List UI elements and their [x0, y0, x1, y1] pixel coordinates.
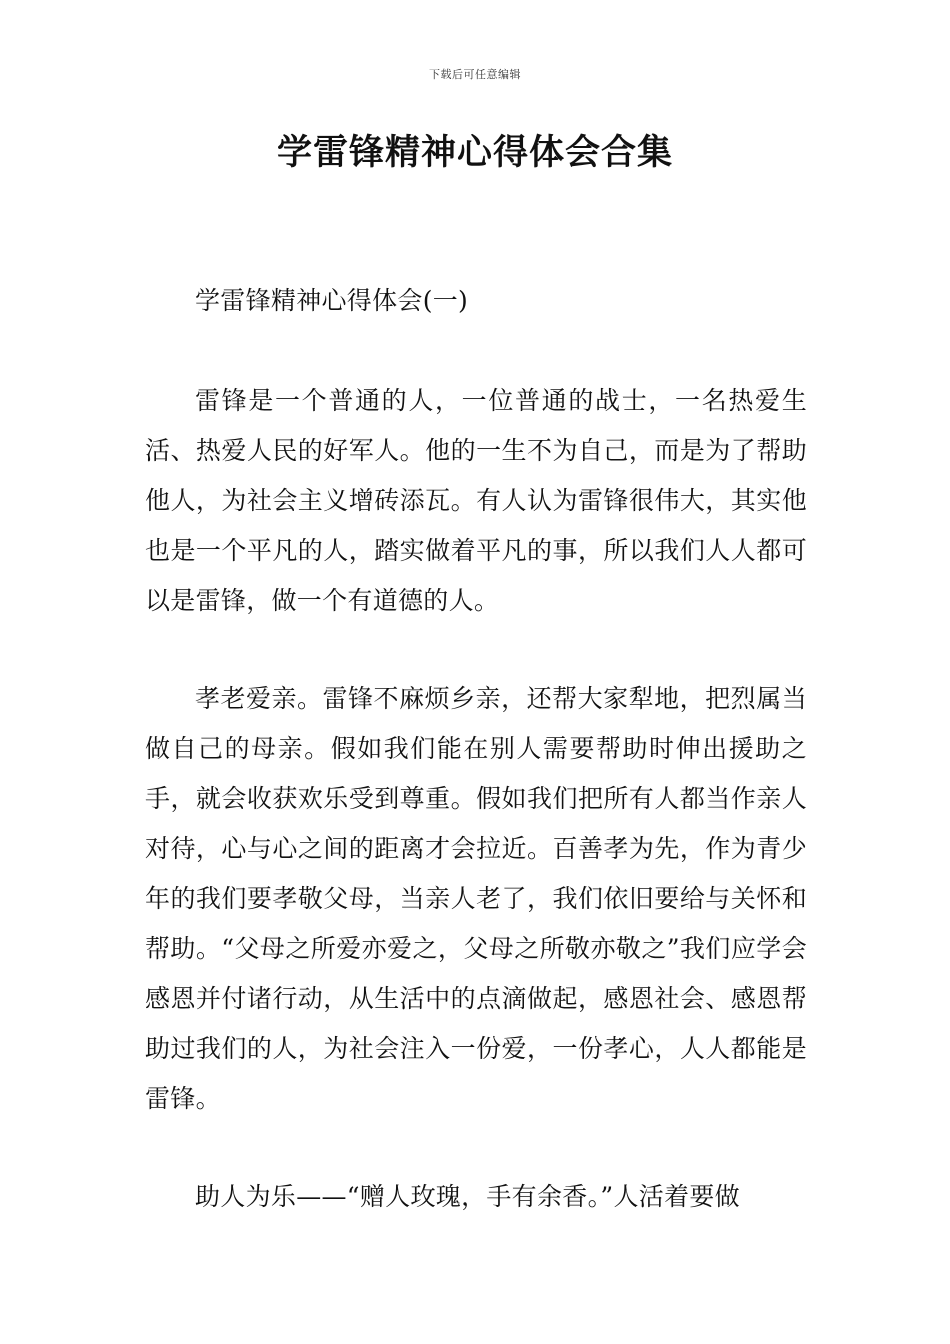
paragraph: 雷锋是一个普通的人，一位普通的战士，一名热爱生活、热爱人民的好军人。他的一生不为自己，而是为了帮助他人，为社会主义增砖添瓦。有人认为雷锋很伟大，其实他也是一个平凡的人，踏实做着平凡的事，所以我们人人都可以是雷锋，做一个有道德的人。 — [145, 386, 807, 615]
paragraph: 助人为乐——“赠人玫瑰，手有余香。”人活着要做 — [195, 1182, 740, 1211]
download-note: 下载后可任意编辑 — [429, 68, 521, 81]
section-heading: 学雷锋精神心得体会(一) — [195, 286, 469, 315]
document-title: 学雷锋精神心得体会合集 — [276, 133, 673, 173]
paragraph: 孝老爱亲。雷锋不麻烦乡亲，还帮大家犁地，把烈属当做自己的母亲。假如我们能在别人需要帮助时伸出援助之手，就会收获欢乐受到尊重。假如我们把所有人都当作亲人对待，心与心之间的距离才会拉近。百善孝为先，作为青少年的我们要孝敬父母，当亲人老了，我们依旧要给与关怀和帮助。“父母之所爱亦爱之，父母之所敬亦敬之”我们应学会感恩并付诸行动，从生活中的点滴做起，感恩社会、感恩帮助过我们的人，为社会注入一份爱，一份孝心，人人都能是雷锋。 — [145, 684, 807, 1113]
